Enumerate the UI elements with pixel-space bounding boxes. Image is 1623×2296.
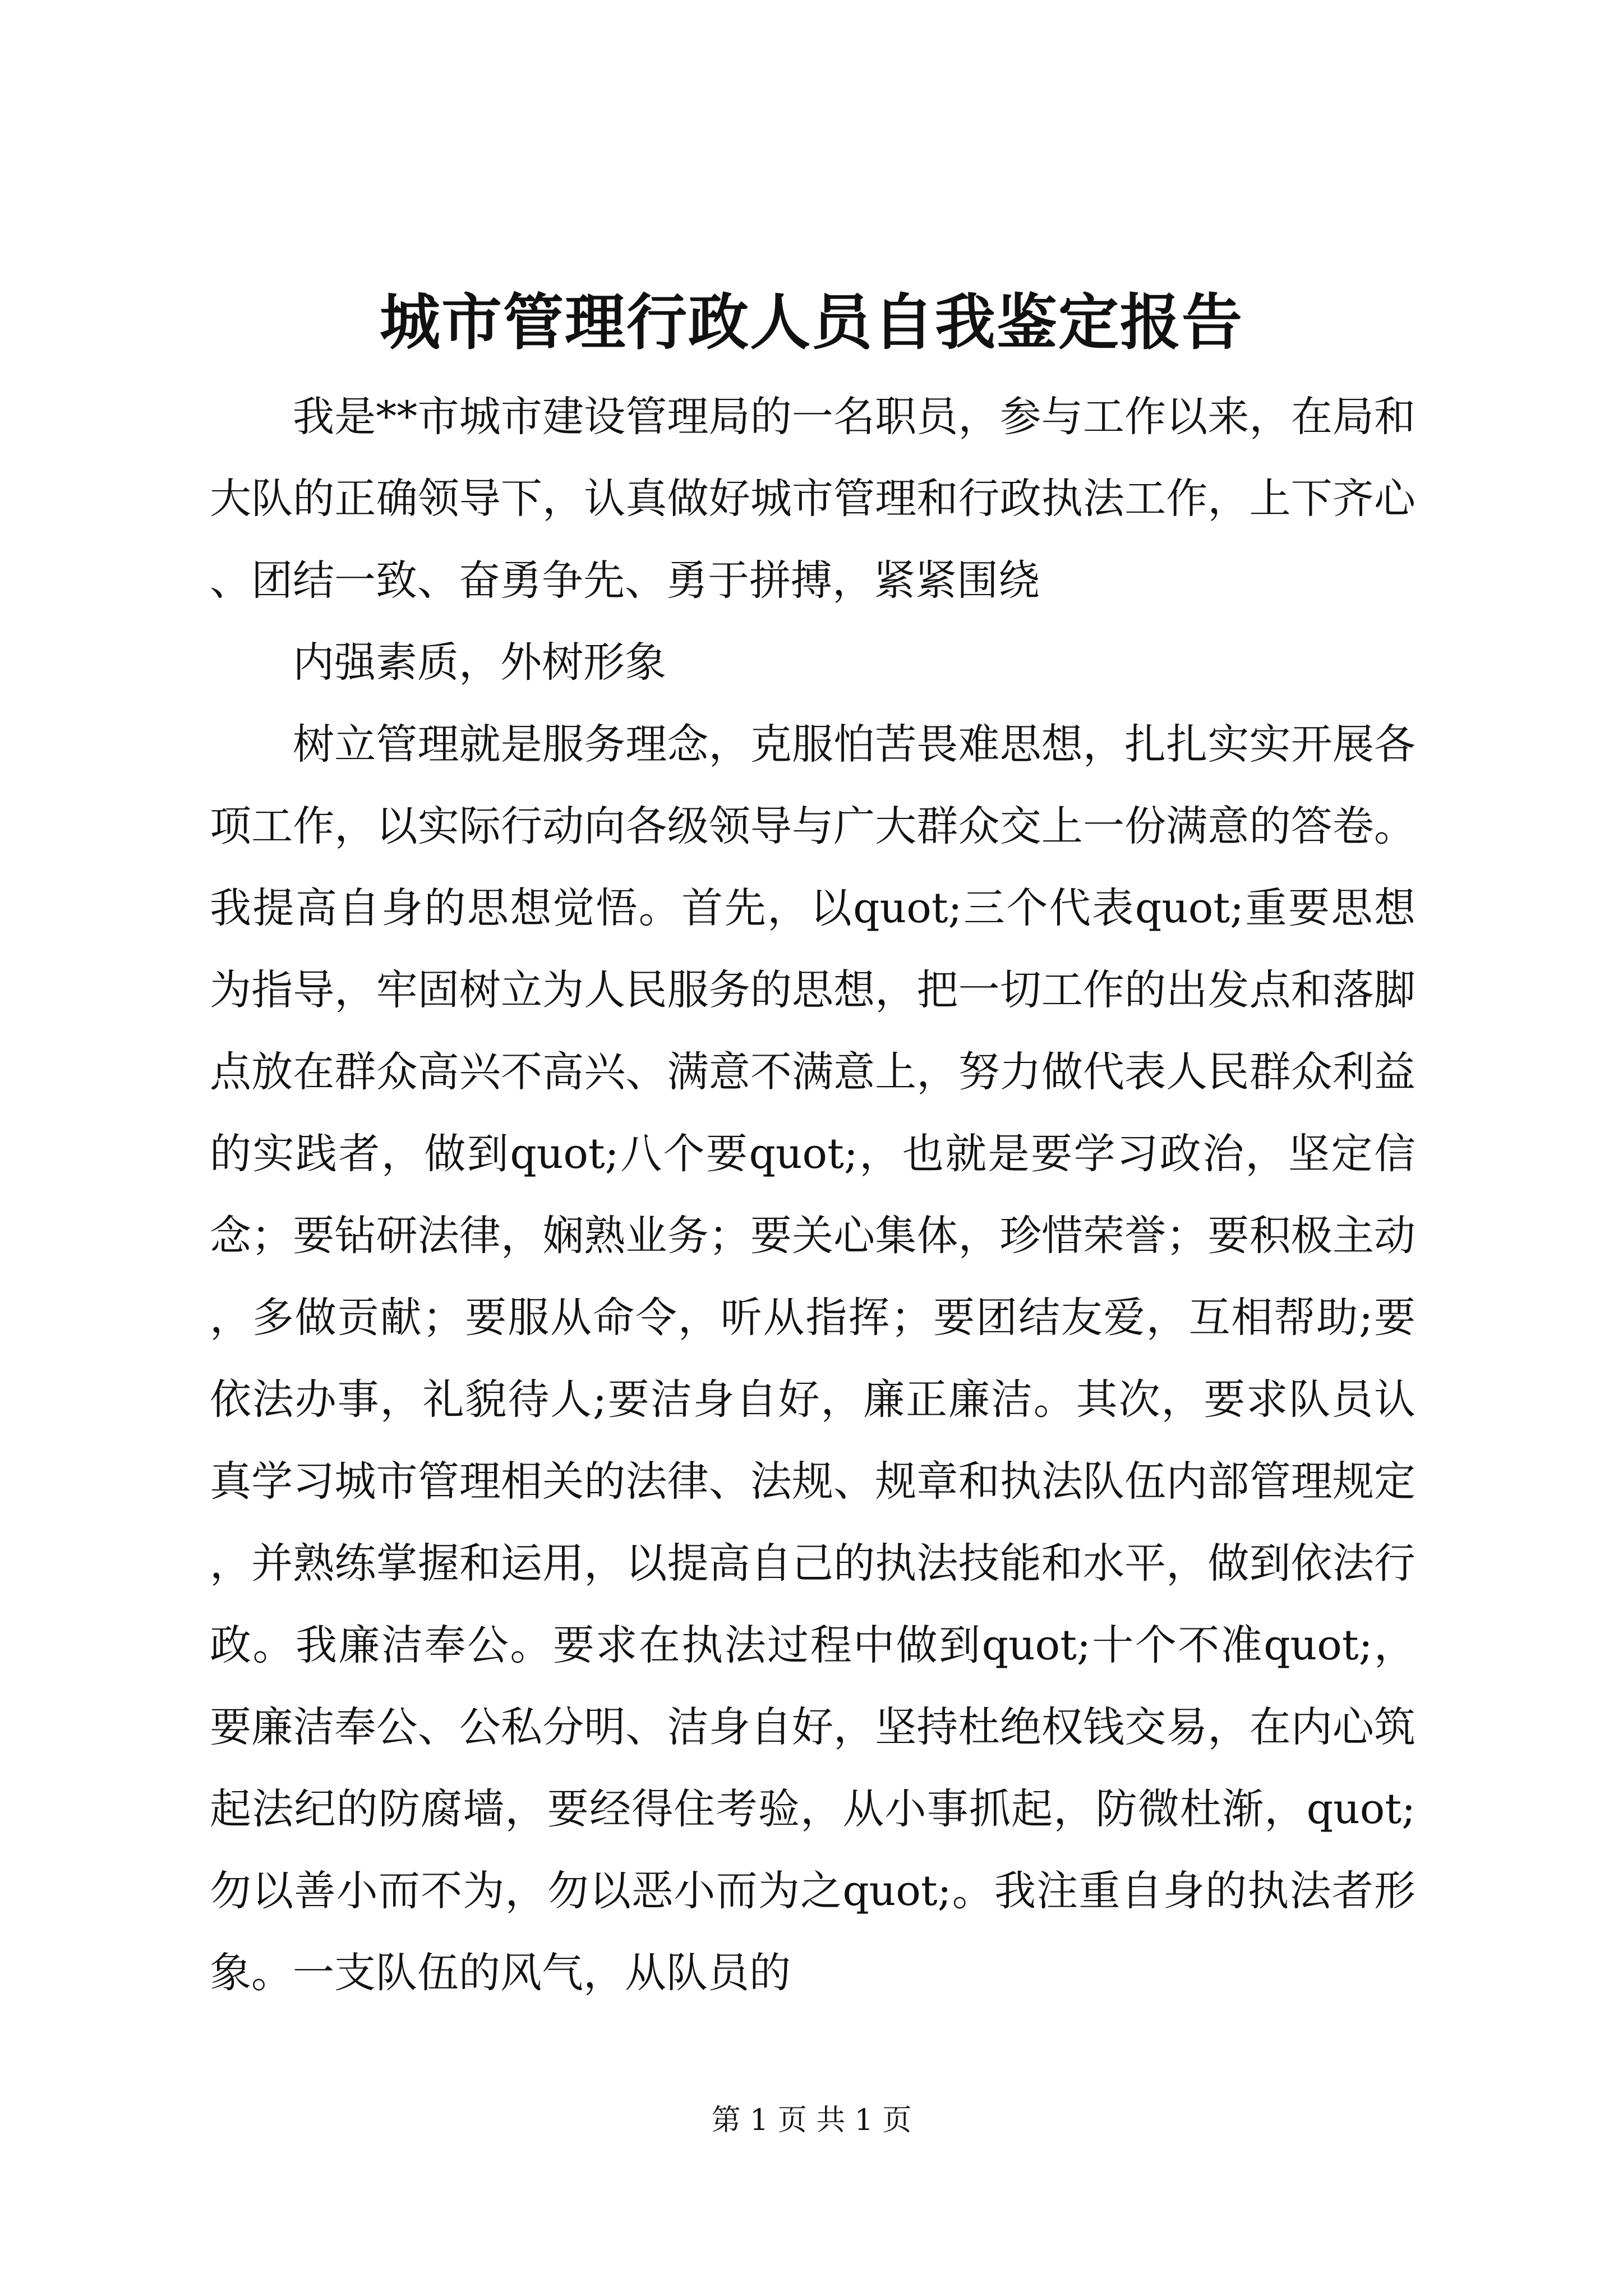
document-title: 城市管理行政人员自我鉴定报告 — [379, 287, 1243, 358]
page-footer: 第 1 页 共 1 页 — [711, 2104, 912, 2137]
paragraph-main: 树立管理就是服务理念，克服怕苦畏难思想，扎扎实实开展各项工作，以实际行动向各级领导与广大群众交上一份满意的答卷。我提高自身的思想觉悟。首先，以quot;三个代表quot;重要思想为指导，牢固树立为人民服务的思想，把一切工作的出发点和落脚点放在群众高兴不高兴、满意不满意上，努力做代表人民群众利益的实践者，做到quot;八个要quot;，也就是要学习政治，坚定信念；要钻研法律，娴熟业务；要关心集体，珍惜荣誉；要积极主动，多做贡献；要服从命令，听从指挥；要团结友爱，互相帮助;要依法办事，礼貌待人;要洁身自好，廉正廉洁。其次，要求队员认真学习城市管理相关的法律、法规、规章和执法队伍内部管理规定，并熟练掌握和运用，以提高自己的执法技能和水平，做到依法行政。我廉洁奉公。要求在执法过程中做到quot;十个不准quot;，要廉洁奉公、公私分明、洁身自好，坚持杜绝权钱交易，在内心筑起法纪的防腐墙，要经得住考验，从小事抓起，防微杜渐，quot;勿以善小而不为，勿以恶小而为之quot;。我注重自身的执法者形象。一支队伍的风气，从队员的 — [210, 720, 1415, 1997]
paragraph-heading: 内强素质，外树形象 — [293, 638, 666, 687]
paragraph-intro: 我是**市城市建设管理局的一名职员，参与工作以来，在局和大队的正确领导下，认真做好城市管理和行政执法工作，上下齐心、团结一致、奋勇争先、勇于拼搏，紧紧围绕 — [210, 393, 1415, 605]
document-body — [210, 376, 1415, 2014]
